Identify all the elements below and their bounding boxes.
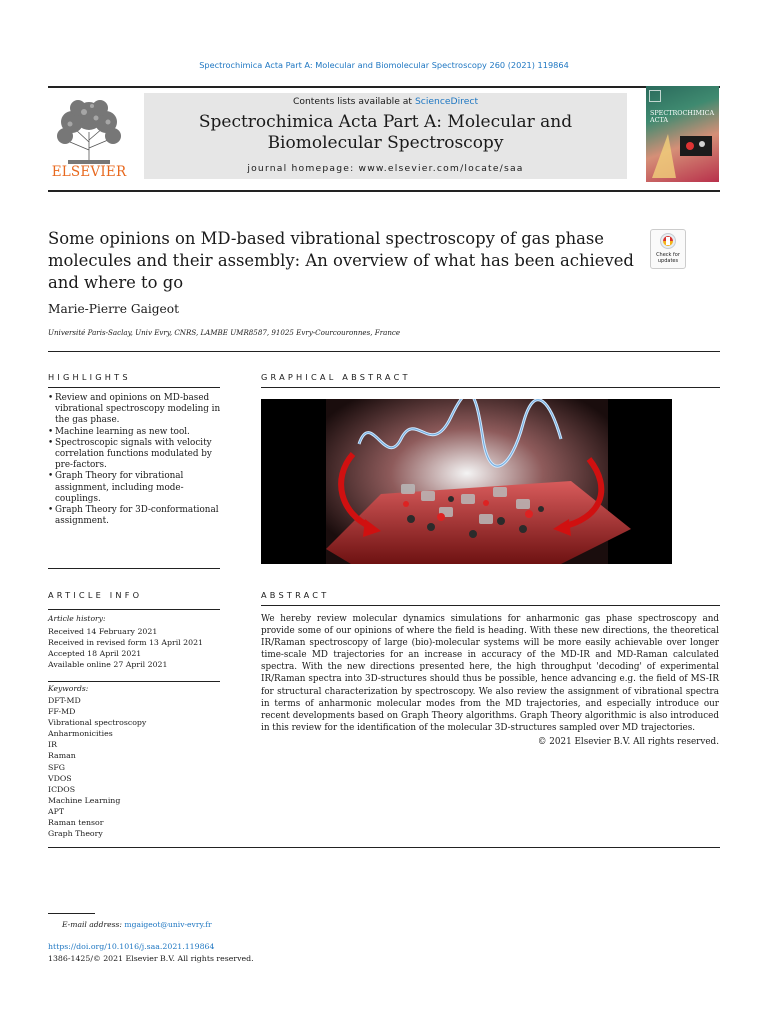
footnote-email (62, 920, 212, 929)
keywords-rule (48, 681, 220, 682)
keyword: APT (48, 806, 65, 816)
keyword: ICDOS (48, 784, 76, 794)
keyword: FF-MD (48, 707, 76, 717)
graphical-abstract-rule (261, 387, 720, 388)
graphical-abstract-image[interactable] (261, 399, 672, 564)
abstract-copyright: © 2021 Elsevier B.V. All rights reserved. (537, 737, 719, 747)
highlight-item: • Spectroscopic signals with velocity correlation functions modulated by pre-factors. (48, 438, 228, 472)
keyword: Anharmonicities (48, 729, 113, 739)
keyword: Graph Theory (48, 829, 103, 839)
homepage-prefix: journal homepage: (247, 163, 359, 174)
cover-title (650, 110, 714, 124)
footnote-rule (48, 913, 95, 914)
keyword: Raman tensor (48, 818, 104, 828)
check-for-updates-label (651, 253, 685, 264)
elsevier-logo[interactable] (48, 92, 130, 182)
keyword: DFT-MD (48, 696, 81, 705)
check-for-updates-icon (660, 233, 676, 252)
highlights-heading: HIGHLIGHTS (48, 372, 131, 382)
graphical-abstract-heading: GRAPHICAL ABSTRACT (261, 372, 411, 382)
check-for-updates-line1: Check for (656, 252, 680, 258)
journal-name-line2: Biomolecular Spectroscopy (267, 133, 504, 153)
author-name: Marie-Pierre Gaigeot (48, 302, 179, 316)
header-rule-bottom (48, 190, 720, 192)
abstract-heading: ABSTRACT (261, 590, 330, 600)
issn-line: 1386-1425/© 2021 Elsevier B.V. All rights reserved. (48, 954, 254, 963)
keyword: IR (48, 740, 57, 750)
elsevier-wordmark: ELSEVIER (51, 164, 127, 180)
cover-artwork (646, 126, 719, 182)
cover-logo-icon (649, 90, 661, 102)
cover-title-line1: SPECTROCHIMICA (650, 109, 715, 117)
highlight-item: • Review and opinions on MD-based vibrational spectroscopy modeling in the gas phase. (48, 393, 228, 427)
contents-line (144, 96, 627, 107)
homepage-link[interactable]: www.elsevier.com/locate/saa (358, 163, 524, 174)
section-rule-bottom (48, 847, 720, 848)
article-history-label: Article history: (48, 614, 106, 623)
journal-homepage (144, 163, 627, 174)
check-for-updates-line2: updates (657, 257, 679, 264)
sciencedirect-link[interactable]: ScienceDirect (414, 96, 479, 107)
email-link[interactable]: mgaigeot@univ-evry.fr (124, 920, 212, 929)
journal-citation[interactable]: Spectrochimica Acta Part A: Molecular and Biomolecular Spectroscopy 260 (2021) 119864 (199, 60, 569, 70)
history-item: Received in revised form 13 April 2021 (48, 638, 204, 647)
abstract-text: We hereby review molecular dynamics simulations for anharmonic gas phase spectroscopy and provide some of our opinions of where the field is heading. With these new directions, the theoretical IR/Raman spectroscopy of large (bio)-molecular systems will be more easily achievable over longer time-scale MD trajectories for an increase in accuracy of the MD-IR and MD-Raman calculated spectra. With the new directions presented here, the high throughput 'decoding' of experimental IR/Raman spectra into 3D-structures should thus be possible, hence advancing e.g. the field of MS-IR for structural characterization by spectroscopy. We also review the assignment of vibrational spectra in terms of anharmonic molecular modes from the MD trajectories, and especially introduce our recent developments based on Graph Theory algorithms. Graph Theory algorithmic is also introduced in this review for the identification of the molecular 3D-structures sampled over MD trajectories. (261, 614, 719, 733)
journal-cover[interactable] (646, 86, 719, 182)
journal-name-line1: Spectrochimica Acta Part A: Molecular and (198, 112, 573, 132)
highlights-rule (48, 387, 220, 388)
email-label: E-mail address: (62, 920, 125, 929)
journal-name (144, 112, 627, 154)
article-info-heading: ARTICLE INFO (48, 590, 143, 600)
highlights-list (48, 393, 228, 527)
keyword: Raman (48, 751, 76, 761)
cover-title-line2: ACTA (650, 116, 669, 124)
history-item: Received 14 February 2021 (48, 627, 158, 636)
check-for-updates-button[interactable] (650, 229, 686, 269)
highlight-item: • Machine learning as new tool. (48, 427, 228, 438)
highlights-rule-bottom (48, 568, 220, 569)
author-affiliation: Université Paris-Saclay, Univ Evry, CNRS, LAMBE UMR8587, 91025 Evry-Courcouronnes, France (48, 328, 401, 337)
article-title: Some opinions on MD-based vibrational spectroscopy of gas phase molecules and their assembly: An overview of what has been achieved and where to go (48, 229, 634, 292)
keyword: Machine Learning (48, 795, 121, 805)
journal-header-box (144, 93, 627, 179)
article-info-rule (48, 609, 220, 610)
keyword: SFG (48, 762, 65, 772)
keyword: VDOS (48, 773, 72, 783)
contents-prefix: Contents lists available at (292, 96, 415, 107)
history-item: Accepted 18 April 2021 (48, 649, 142, 658)
highlight-item: • Graph Theory for 3D-conformational assignment. (48, 505, 228, 527)
section-rule (48, 351, 720, 352)
history-item: Available online 27 April 2021 (48, 660, 168, 669)
keywords-list (48, 695, 146, 839)
abstract-rule (261, 605, 720, 606)
article-history (48, 626, 203, 670)
graphical-abstract-artwork (261, 399, 672, 564)
header-rule-top (48, 86, 720, 88)
highlight-item: • Graph Theory for vibrational assignment, including mode-couplings. (48, 471, 228, 505)
doi-link[interactable]: https://doi.org/10.1016/j.saa.2021.119864 (48, 942, 215, 951)
keyword: Vibrational spectroscopy (48, 718, 147, 728)
keywords-label: Keywords: (48, 684, 89, 693)
